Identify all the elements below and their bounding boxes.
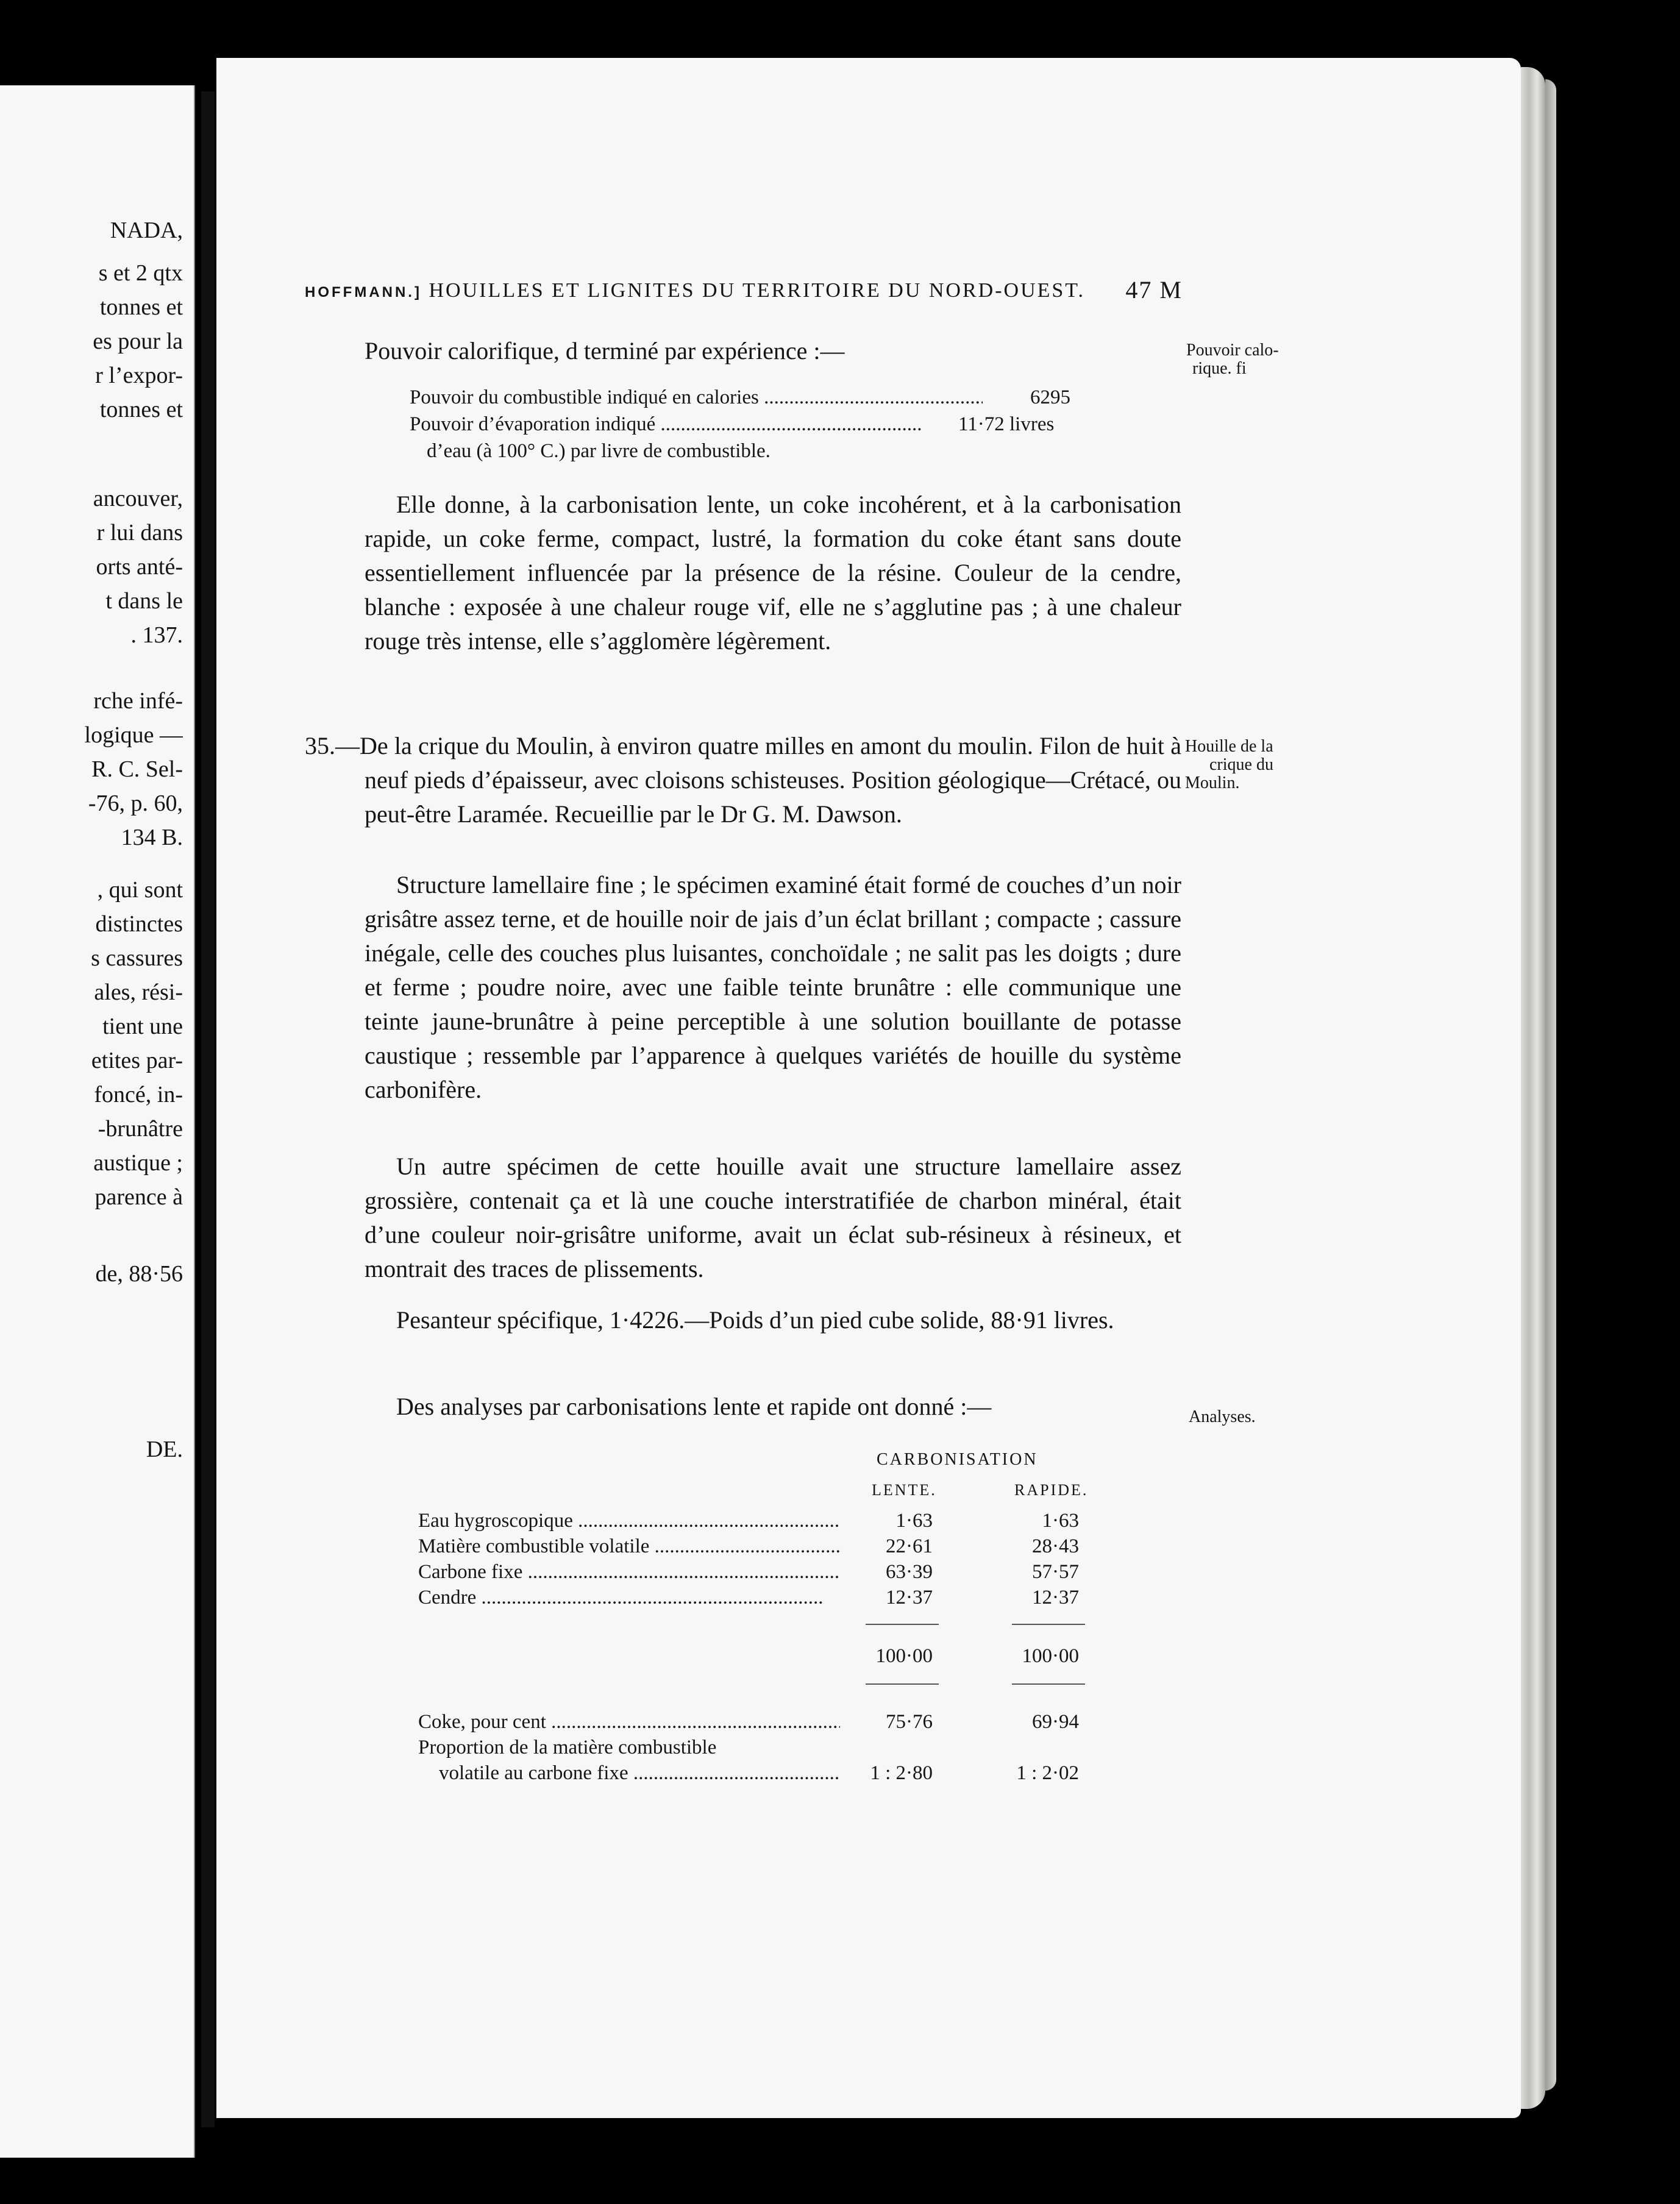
- table-proportion-label: Proportion de la matière combustible: [418, 1737, 717, 1758]
- left-page-fragment: distinctes: [95, 911, 183, 937]
- left-page-fragment: de, 88·56: [95, 1261, 183, 1287]
- analyses-intro: Des analyses par carbonisations lente et rapide ont donné :—: [396, 1393, 992, 1420]
- left-page-fragment: 134 B.: [121, 825, 183, 850]
- left-page-fragment: orts anté-: [96, 554, 183, 580]
- table-sum-rule: [1012, 1624, 1085, 1625]
- margin-note-pouvoir-line1: Pouvoir calo-: [1186, 341, 1279, 360]
- left-page-fragment: tient une: [102, 1014, 183, 1039]
- calorific-row-label: Pouvoir d’évaporation indiqué .....: [410, 412, 922, 436]
- table-sum-rule: [866, 1624, 939, 1625]
- table-cell-lente: 22·61: [886, 1535, 933, 1557]
- table-cell-lente: 1·63: [895, 1510, 933, 1532]
- table-proportion-rapide: 1 : 2·02: [1016, 1762, 1079, 1784]
- left-page-fragment: . 137.: [130, 622, 183, 648]
- paragraph-entry-35: 35.—De la crique du Moulin, à environ quatre milles en amont du moulin. Filon de huit à neuf pieds d’épaisseur, avec cloisons schisteuses. Position géologique—Crétacé, ou peut-être Laramée. Recueillie par le Dr G. M. Dawson.: [305, 732, 1181, 828]
- left-page-fragment: ales, rési-: [94, 979, 183, 1005]
- margin-note-houille-line2: crique du: [1209, 755, 1273, 774]
- left-page-fragment: -brunâtre: [98, 1116, 183, 1142]
- calorific-row-label: Pouvoir du combustible indiqué en calories .....: [410, 385, 983, 410]
- left-page-fragment: -76, p. 60,: [88, 791, 183, 816]
- calorific-continuation: d’eau (à 100° C.) par livre de combustible.: [427, 440, 771, 462]
- left-page-fragment: NADA,: [110, 218, 183, 243]
- table-cell-lente: 63·39: [886, 1561, 933, 1583]
- page-edge: [1521, 67, 1545, 2109]
- table-group-header: CARBONISATION: [877, 1450, 1038, 1469]
- table-row-label: Eau hygroscopique .....: [418, 1508, 840, 1534]
- table-proportion-lente: 1 : 2·80: [870, 1762, 933, 1784]
- page-edge-shadow: [1545, 79, 1556, 2091]
- left-page-fragment: s cassures: [91, 945, 183, 971]
- left-page-fragment: r l’expor-: [95, 363, 183, 388]
- left-page-fragment: foncé, in-: [94, 1082, 183, 1107]
- left-page-fragment: DE.: [146, 1437, 183, 1462]
- margin-note-pouvoir-line2: rique. fi: [1192, 359, 1247, 378]
- left-page-fragment: tonnes et: [99, 397, 183, 422]
- table-row-label: Carbone fixe .....: [418, 1559, 840, 1585]
- table-col-lente: LENTE.: [872, 1481, 937, 1499]
- paragraph-autre-specimen: Un autre spécimen de cette houille avait une structure lamellaire assez grossière, contenait ça et là une couche interstratifiée de charbon minéral, était d’une couleur noir-grisâtre uniforme, avait un éclat sub-résineux à résineux, et montrait des traces de plissements.: [365, 1153, 1181, 1282]
- table-cell-rapide: 28·43: [1032, 1535, 1079, 1557]
- left-page-fragment: r lui dans: [96, 520, 183, 546]
- margin-note-houille-line1: Houille de la: [1185, 737, 1273, 756]
- left-page-fragment: tonnes et: [99, 294, 183, 320]
- margin-note-houille-line3: Moulin.: [1185, 773, 1240, 792]
- table-proportion-label-cont: volatile au carbone fixe .....: [439, 1760, 840, 1786]
- running-header: [305, 276, 1183, 304]
- header-author: HOFFMANN.]: [305, 284, 422, 300]
- table-cell-rapide: 12·37: [1032, 1587, 1079, 1609]
- calorific-intro: Pouvoir calorifique, d terminé par expérience :—: [365, 337, 845, 364]
- table-coke-label: Coke, pour cent .....: [418, 1709, 840, 1735]
- calorific-row-value: 6295: [1030, 386, 1070, 408]
- left-page-fragment: etites par-: [91, 1048, 183, 1073]
- left-page-fragment: ancouver,: [93, 486, 183, 511]
- table-row-label: Cendre .....: [418, 1585, 840, 1610]
- margin-note-houille: [1185, 738, 1307, 792]
- page-number: 47 M: [1125, 276, 1183, 304]
- table-total-lente: 100·00: [875, 1645, 933, 1667]
- left-page-fragment: es pour la: [93, 329, 183, 354]
- table-cell-lente: 12·37: [886, 1587, 933, 1609]
- left-page-fragment: rche infé-: [93, 688, 183, 714]
- paragraph-pesanteur: Pesanteur spécifique, 1·4226.—Poids d’un pied cube solide, 88·91 livres.: [396, 1306, 1114, 1334]
- left-page-fragment: , qui sont: [97, 877, 183, 903]
- table-total-rule: [1012, 1683, 1085, 1685]
- left-page: [0, 85, 195, 2158]
- left-page-fragment: R. C. Sel-: [91, 756, 183, 782]
- left-page-fragment: logique —: [84, 722, 183, 748]
- calorific-row-value: 11·72 livres: [958, 413, 1055, 435]
- left-page-fragment: t dans le: [105, 588, 183, 614]
- table-col-rapide: RAPIDE.: [1014, 1481, 1089, 1499]
- header-title: HOUILLES ET LIGNITES DU TERRITOIRE DU NORD-OUEST.: [429, 279, 1086, 302]
- table-coke-lente: 75·76: [886, 1711, 933, 1733]
- table-total-rapide: 100·00: [1022, 1645, 1079, 1667]
- table-cell-rapide: 57·57: [1032, 1561, 1079, 1583]
- margin-note-pouvoir: [1186, 341, 1308, 378]
- paragraph-coke: Elle donne, à la carbonisation lente, un coke incohérent, et à la carbonisation rapide, un coke ferme, compact, lustré, la formation du coke étant sans doute essentiellement influencée par la présence de la résine. Couleur de la cendre, blanche : exposée à une chaleur rouge vif, elle ne s’agglutine pas ; à une chaleur rouge très intense, elle s’agglomère légèrement.: [365, 491, 1181, 655]
- table-coke-rapide: 69·94: [1032, 1711, 1079, 1733]
- left-page-fragment: austique ;: [93, 1150, 183, 1176]
- table-cell-rapide: 1·63: [1042, 1510, 1079, 1532]
- paragraph-structure: Structure lamellaire fine ; le spécimen examiné était formé de couches d’un noir grisâtre assez terne, et de houille noir de jais d’un éclat brillant ; compacte ; cassure inégale, celle des couches plus luisantes, conchoïdale ; ne salit pas les doigts ; dure et ferme ; poudre noire, avec une faible teinte brunâtre : elle communique une teinte jaune-brunâtre à peine perceptible à une solution bouillante de potasse caustique ; ressemble par l’apparence à quelques variétés de houille du système carbonifère.: [365, 871, 1181, 1103]
- margin-note-analyses: Analyses.: [1189, 1407, 1256, 1426]
- book-spine: [201, 91, 215, 2127]
- table-row-label: Matière combustible volatile .....: [418, 1534, 840, 1559]
- left-page-fragment: parence à: [94, 1184, 183, 1210]
- table-total-rule: [866, 1683, 939, 1685]
- left-page-fragment: s et 2 qtx: [98, 260, 183, 286]
